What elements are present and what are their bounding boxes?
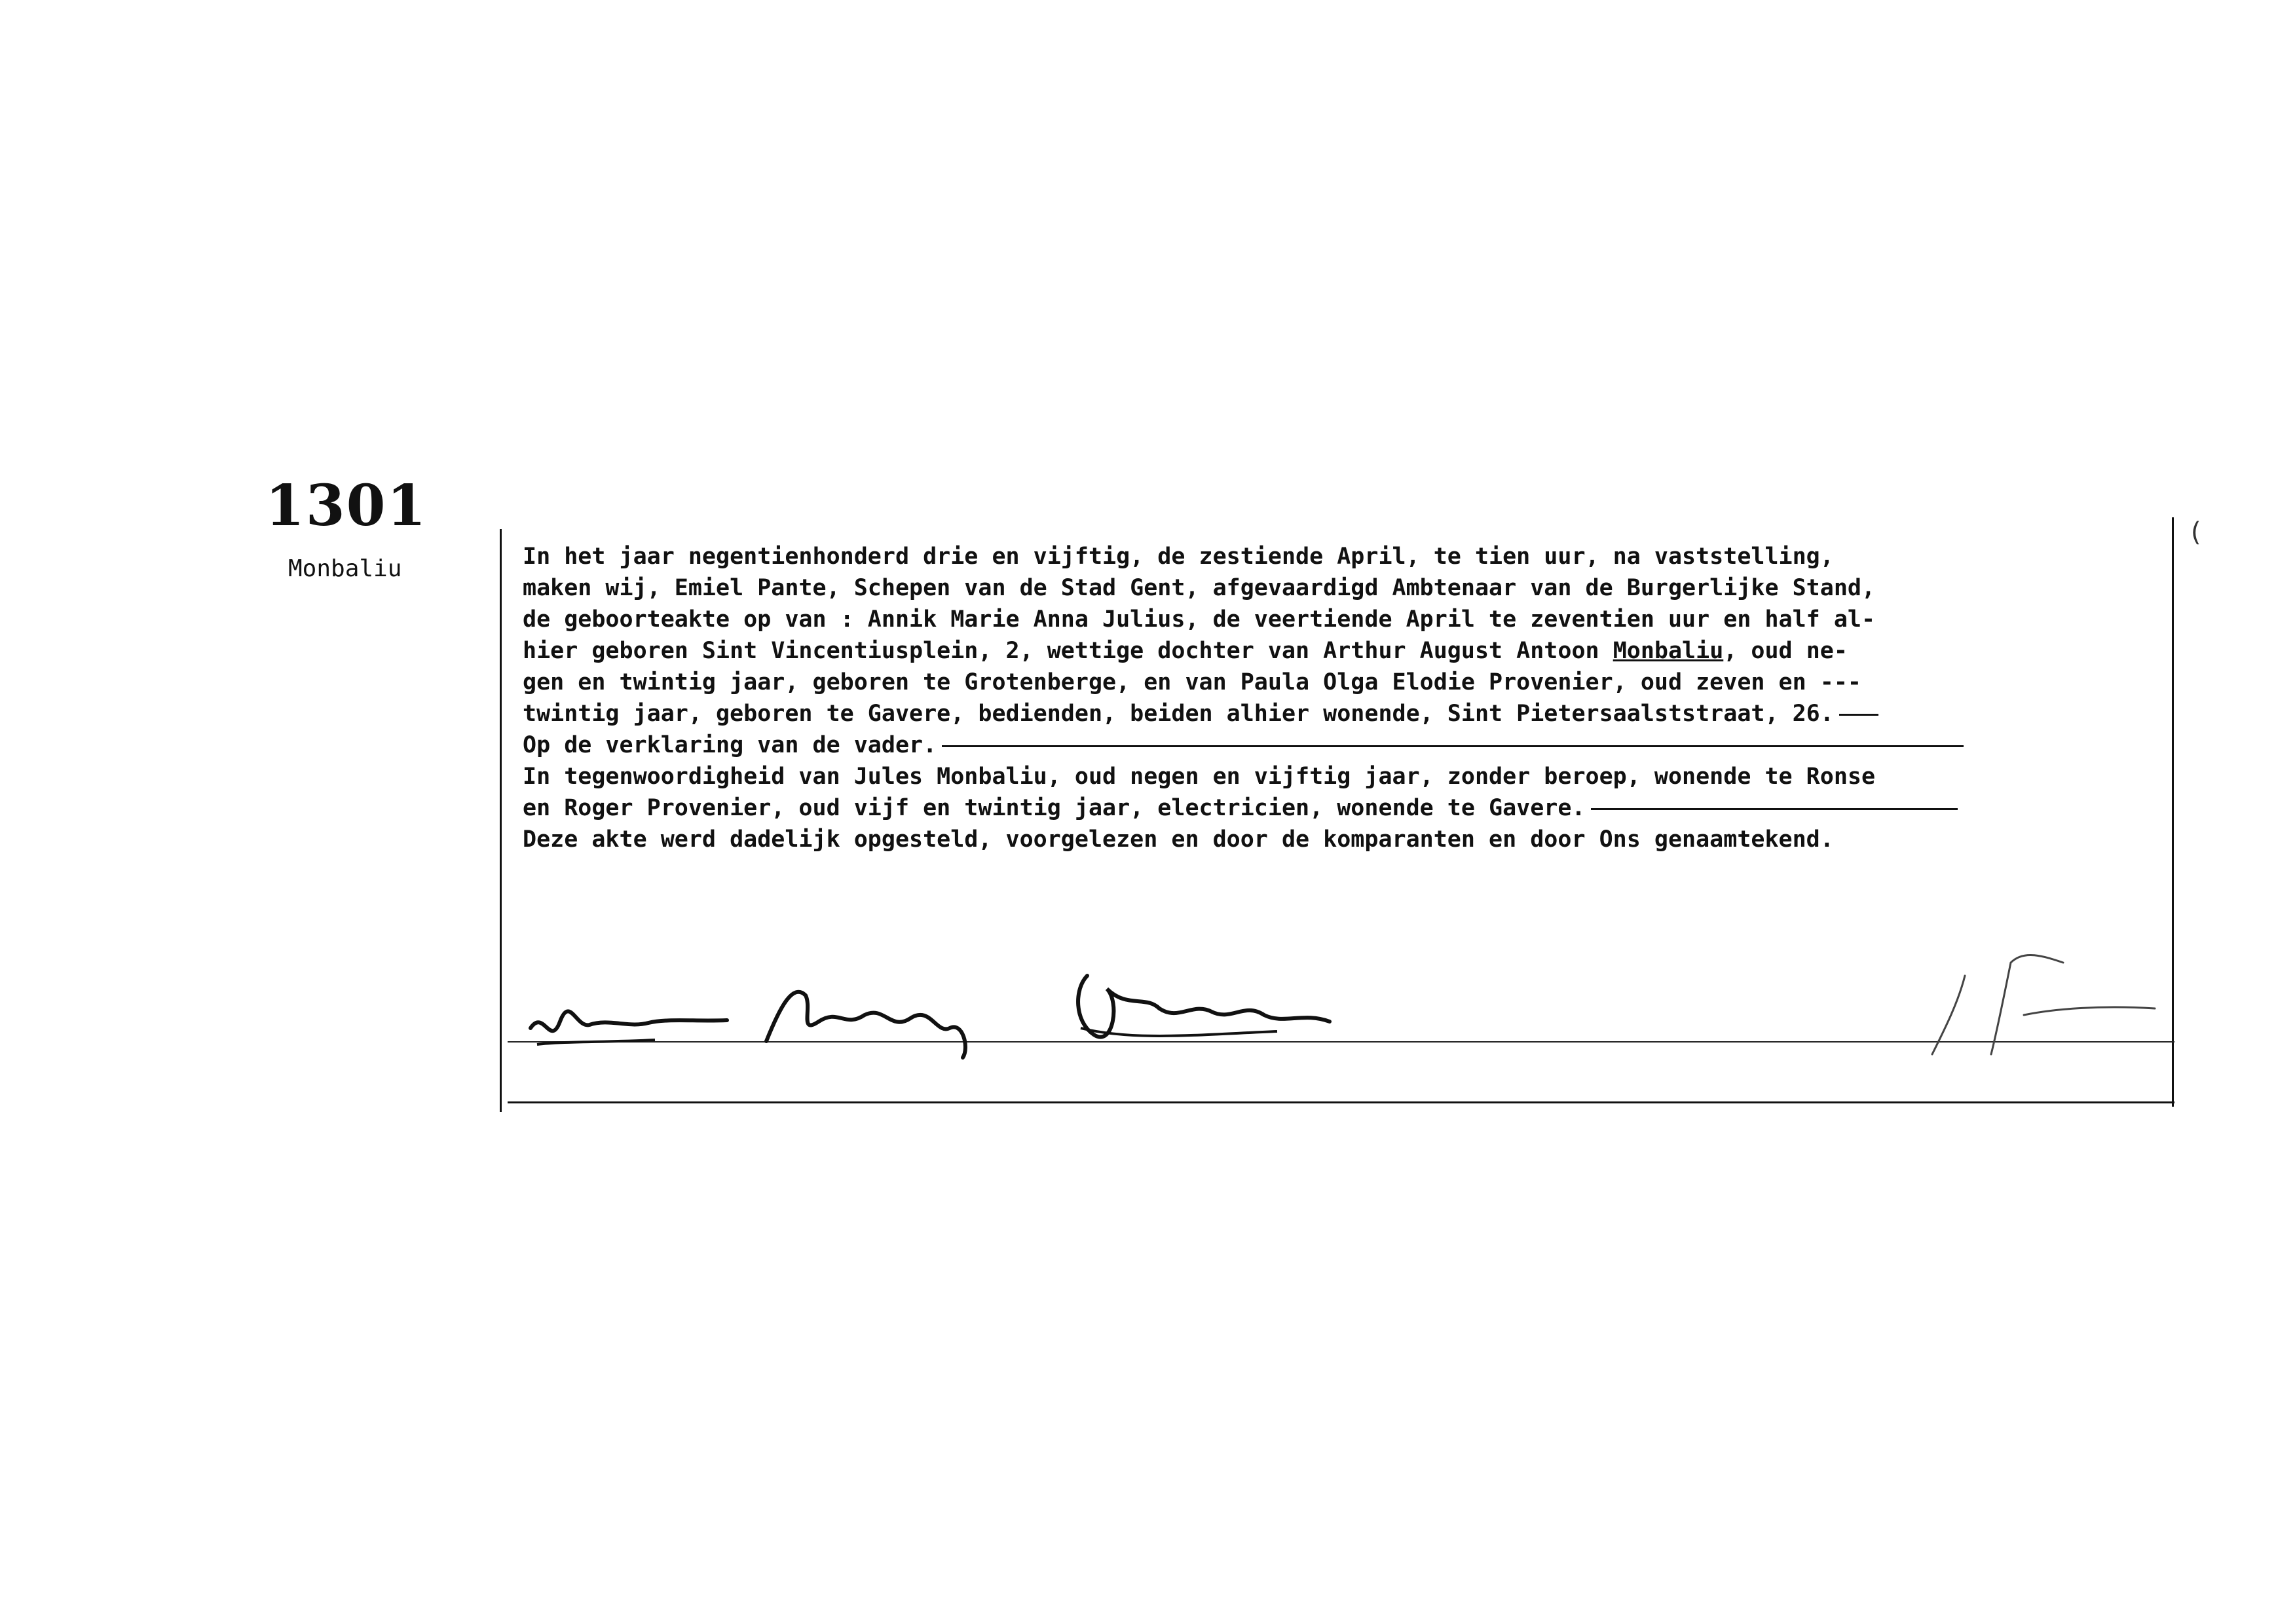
signature-4: [1893, 936, 2181, 1067]
signature-3: [1068, 950, 1343, 1061]
text-line: [523, 698, 2173, 729]
birth-record-text: [523, 541, 2173, 855]
fill-line: [1591, 808, 1958, 810]
act-number: 1301: [265, 473, 428, 539]
fill-line: [1839, 714, 1878, 716]
text-line: In het jaar negentienhonderd drie en vijftig, de zestiende April, te tien uur, na vaststelling,: [523, 544, 1834, 570]
frame-bottom-border: [508, 1101, 2174, 1103]
text-line: maken wij, Emiel Pante, Schepen van de Stad Gent, afgevaardigd Ambtenaar van de Burgerlijke Stand,: [523, 575, 1876, 601]
text-line-with-surname: [523, 635, 2173, 667]
text-line-start: hier geboren Sint Vincentiusplein, 2, wettige dochter van Arthur August Antoon: [523, 638, 1599, 664]
margin-bracket-mark: (: [2188, 517, 2204, 547]
text-line: Deze akte werd dadelijk opgesteld, voorgelezen en door de komparanten en door Ons genaamtekend.: [523, 826, 1834, 853]
underlined-surname: Monbaliu: [1613, 638, 1724, 664]
frame-left-border: [500, 529, 502, 1112]
signature-1: [524, 982, 734, 1061]
text-line-content: en Roger Provenier, oud vijf en twintig jaar, electricien, wonende te Gavere.: [523, 795, 1586, 821]
signatures-area: [504, 930, 2181, 1100]
text-line-content: Op de verklaring van de vader.: [523, 732, 937, 758]
margin-surname: Monbaliu: [288, 555, 402, 582]
text-line: In tegenwoordigheid van Jules Monbaliu, oud negen en vijftig jaar, zonder beroep, wonende te Ronse: [523, 764, 1876, 790]
text-line: [523, 792, 2173, 824]
text-line: [523, 729, 2173, 761]
text-line-content: twintig jaar, geboren te Gavere, bedienden, beiden alhier wonende, Sint Pietersaalststraat, 26.: [523, 701, 1834, 727]
signature-2: [753, 969, 989, 1061]
text-line: de geboorteakte op van : Annik Marie Anna Julius, de veertiende April te zeventien uur en half al-: [523, 606, 1876, 633]
text-line: gen en twintig jaar, geboren te Grotenberge, en van Paula Olga Elodie Provenier, oud zeven en ---: [523, 669, 1861, 695]
fill-line: [942, 745, 1964, 747]
text-line-end: , oud ne-: [1723, 638, 1848, 664]
